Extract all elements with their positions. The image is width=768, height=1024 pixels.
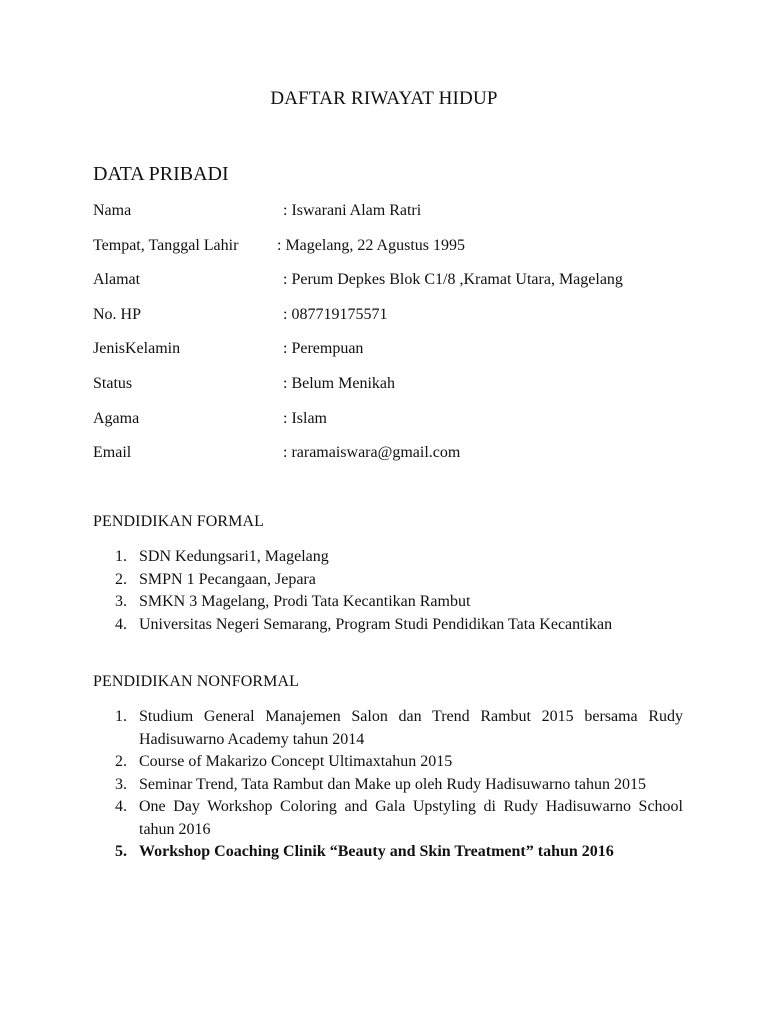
list-number: 4. — [115, 798, 127, 815]
list-number: 3. — [115, 775, 127, 793]
list-number: 4. — [115, 615, 127, 633]
field-label: Nama — [93, 202, 132, 219]
field-value: : Perempuan — [283, 340, 364, 358]
list-item — [93, 751, 683, 774]
list-item — [93, 546, 683, 569]
field-label: Status — [93, 374, 133, 392]
field-value: : Belum Menikah — [283, 374, 395, 392]
field-label: Agama — [93, 409, 140, 427]
field-label: No. HP — [93, 305, 142, 323]
list-text: Seminar Trend, Tata Rambut dan Make up oleh Rudy Hadisuwarno tahun 2015 — [139, 775, 646, 793]
list-item — [93, 774, 683, 797]
list-text: Studium General Manajemen Salon dan Trend Rambut 2015 bersama Rudy Hadisuwarno Academy tahun 2014 — [139, 708, 683, 748]
formal-education-list — [93, 546, 683, 636]
personal-data-row — [93, 269, 713, 304]
personal-data-table — [93, 200, 713, 477]
pendidikan-formal-heading: PENDIDIKAN FORMAL — [93, 513, 265, 530]
list-item — [93, 569, 683, 592]
list-text: One Day Workshop Coloring and Gala Upstyling di Rudy Hadisuwarno School tahun 2016 — [139, 798, 683, 838]
personal-data-row — [93, 338, 713, 373]
list-text: Universitas Negeri Semarang, Program Studi Pendidikan Tata Kecantikan — [139, 615, 613, 633]
personal-data-row — [93, 408, 713, 443]
page-title: DAFTAR RIWAYAT HIDUP — [270, 88, 498, 109]
list-text: SMPN 1 Pecangaan, Jepara — [139, 570, 316, 588]
personal-data-row — [93, 235, 713, 270]
nonformal-education-list — [93, 706, 683, 864]
field-label: Alamat — [93, 271, 141, 289]
list-number: 1. — [115, 708, 127, 725]
list-item — [93, 706, 683, 751]
list-number: 2. — [115, 753, 127, 770]
field-value: : Iswarani Alam Ratri — [283, 202, 422, 219]
field-value: : raramaiswara@gmail.com — [283, 444, 461, 462]
list-item — [93, 796, 683, 841]
list-item — [93, 591, 683, 614]
field-label: JenisKelamin — [93, 340, 181, 358]
pendidikan-nonformal-heading: PENDIDIKAN NONFORMAL — [93, 673, 299, 690]
list-text: SDN Kedungsari1, Magelang — [139, 548, 329, 565]
list-number: 2. — [115, 570, 127, 588]
list-number: 5. — [115, 843, 127, 860]
list-item — [93, 614, 683, 637]
personal-data-row — [93, 304, 713, 339]
list-text: SMKN 3 Magelang, Prodi Tata Kecantikan Rambut — [139, 593, 471, 610]
field-label: Tempat, Tanggal Lahir — [93, 236, 239, 254]
personal-data-row — [93, 200, 713, 235]
personal-data-row — [93, 442, 713, 477]
list-item — [93, 841, 683, 864]
list-text: Workshop Coaching Clinik “Beauty and Skin Treatment” tahun 2016 — [139, 843, 614, 860]
data-pribadi-heading: DATA PRIBADI — [93, 163, 229, 185]
field-value: : 087719175571 — [283, 305, 388, 323]
list-text: Course of Makarizo Concept Ultimaxtahun 2015 — [139, 753, 453, 770]
field-value: : Islam — [283, 409, 327, 427]
list-number: 3. — [115, 593, 127, 610]
field-value: : Magelang, 22 Agustus 1995 — [277, 236, 465, 254]
list-number: 1. — [115, 548, 127, 565]
field-label: Email — [93, 444, 132, 462]
field-value: : Perum Depkes Blok C1/8 ,Kramat Utara, Magelang — [283, 271, 623, 289]
personal-data-row — [93, 373, 713, 408]
